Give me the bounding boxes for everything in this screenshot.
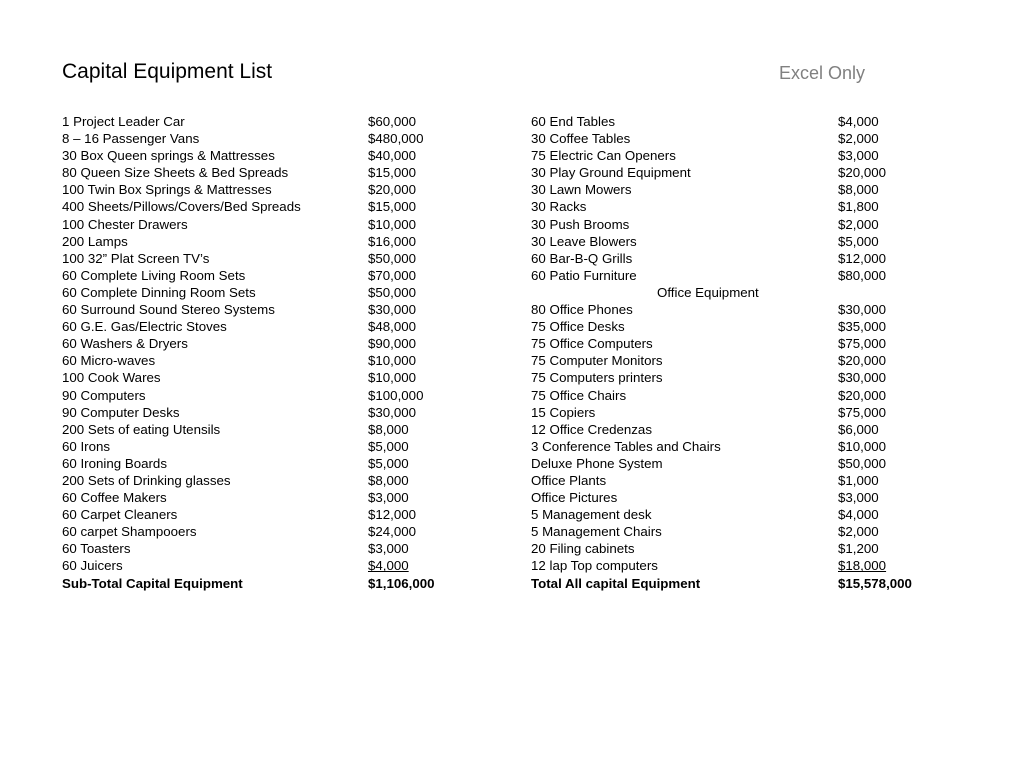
equipment-row (531, 540, 951, 557)
equipment-row (531, 404, 951, 421)
equipment-price: $75,000 (838, 336, 887, 352)
equipment-price: $3,000 (368, 490, 409, 506)
equipment-price: $3,000 (838, 148, 879, 164)
equipment-price: $50,000 (368, 250, 417, 266)
equipment-row (62, 557, 462, 574)
total-label: Total All capital Equipment (531, 575, 701, 591)
equipment-price: $8,000 (368, 472, 409, 488)
equipment-price: $3,000 (368, 541, 409, 557)
equipment-row (62, 198, 462, 215)
equipment-item: 75 Electric Can Openers (531, 148, 676, 164)
equipment-price: $6,000 (838, 421, 879, 437)
equipment-price: $10,000 (368, 216, 417, 232)
equipment-row (531, 335, 951, 352)
equipment-price: $90,000 (368, 336, 417, 352)
equipment-price: $4,000 (838, 114, 879, 129)
equipment-price: $30,000 (368, 404, 417, 420)
equipment-item: 1 Project Leader Car (62, 114, 185, 129)
equipment-price: $2,000 (838, 524, 879, 540)
total-label: Sub-Total Capital Equipment (62, 575, 243, 591)
equipment-row (62, 335, 462, 352)
equipment-row (531, 557, 951, 574)
equipment-row (62, 318, 462, 335)
equipment-row (62, 352, 462, 369)
equipment-price: $4,000 (838, 507, 879, 523)
equipment-row (62, 284, 462, 301)
equipment-item: 90 Computers (62, 387, 146, 403)
equipment-item: 60 Micro-waves (62, 353, 156, 369)
equipment-price: $12,000 (368, 507, 417, 523)
equipment-item: 60 Complete Living Room Sets (62, 267, 246, 283)
total-price: $15,578,000 (838, 575, 912, 591)
equipment-price: $50,000 (368, 284, 417, 300)
equipment-row (531, 301, 951, 318)
equipment-item: 3 Conference Tables and Chairs (531, 438, 721, 454)
equipment-row (531, 455, 951, 472)
equipment-price: $1,800 (838, 199, 879, 215)
equipment-row (62, 523, 462, 540)
excel-only-note: Excel Only (779, 63, 866, 83)
equipment-item: 60 End Tables (531, 114, 616, 129)
equipment-price: $480,000 (368, 131, 424, 147)
equipment-item: 30 Push Brooms (531, 216, 630, 232)
equipment-item: 30 Play Ground Equipment (531, 165, 691, 181)
equipment-price: $40,000 (368, 148, 417, 164)
equipment-row (531, 438, 951, 455)
equipment-price: $24,000 (368, 524, 417, 540)
equipment-item: 12 lap Top computers (531, 558, 658, 574)
equipment-row (62, 267, 462, 284)
right-equipment-list (531, 113, 951, 592)
equipment-row (531, 352, 951, 369)
equipment-item: 75 Computers printers (531, 370, 663, 386)
total-row (531, 575, 951, 592)
equipment-price: $75,000 (838, 404, 887, 420)
equipment-price: $15,000 (368, 165, 417, 181)
equipment-item: 30 Coffee Tables (531, 131, 631, 147)
equipment-item: 60 Washers & Dryers (62, 336, 188, 352)
equipment-item: 30 Box Queen springs & Mattresses (62, 148, 275, 164)
equipment-item: 75 Office Computers (531, 336, 653, 352)
equipment-item: 80 Queen Size Sheets & Bed Spreads (62, 165, 289, 181)
equipment-item: 5 Management desk (531, 507, 652, 523)
equipment-row (62, 250, 462, 267)
left-equipment-list (62, 113, 462, 592)
equipment-row (62, 130, 462, 147)
equipment-row (62, 455, 462, 472)
equipment-row (62, 438, 462, 455)
equipment-item: 100 Cook Wares (62, 370, 161, 386)
equipment-item: 75 Office Chairs (531, 387, 627, 403)
equipment-item: 60 Bar-B-Q Grills (531, 250, 633, 266)
equipment-item: Office Plants (531, 472, 607, 488)
equipment-item: Deluxe Phone System (531, 455, 663, 471)
equipment-price: $20,000 (838, 387, 887, 403)
equipment-price: $70,000 (368, 267, 417, 283)
equipment-item: 60 Toasters (62, 541, 131, 557)
equipment-item: 80 Office Phones (531, 302, 633, 318)
total-price: $1,106,000 (368, 575, 435, 591)
equipment-price: $18,000 (838, 558, 887, 574)
equipment-row (531, 387, 951, 404)
equipment-row (62, 164, 462, 181)
equipment-price: $5,000 (368, 438, 409, 454)
office-equipment-heading-row (531, 284, 951, 301)
equipment-item: 60 Ironing Boards (62, 455, 167, 471)
equipment-price: $48,000 (368, 319, 417, 335)
equipment-row (62, 421, 462, 438)
equipment-price: $80,000 (838, 267, 887, 283)
equipment-item: 8 – 16 Passenger Vans (62, 131, 200, 147)
equipment-price: $3,000 (838, 490, 879, 506)
equipment-row (531, 506, 951, 523)
equipment-item: 60 Carpet Cleaners (62, 507, 178, 523)
equipment-price: $1,000 (838, 472, 879, 488)
equipment-row (62, 369, 462, 386)
equipment-price: $5,000 (368, 455, 409, 471)
equipment-price: $100,000 (368, 387, 424, 403)
equipment-price: $2,000 (838, 131, 879, 147)
equipment-item: 12 Office Credenzas (531, 421, 652, 437)
equipment-row (531, 233, 951, 250)
equipment-price: $50,000 (838, 455, 887, 471)
equipment-row (531, 216, 951, 233)
equipment-row (531, 130, 951, 147)
equipment-row (531, 164, 951, 181)
equipment-row (62, 233, 462, 250)
equipment-row (531, 267, 951, 284)
equipment-price: $30,000 (838, 370, 887, 386)
equipment-item: 30 Lawn Mowers (531, 182, 632, 198)
equipment-item: 75 Computer Monitors (531, 353, 663, 369)
equipment-row (62, 147, 462, 164)
equipment-row (62, 506, 462, 523)
equipment-row (62, 387, 462, 404)
equipment-item: 60 Irons (62, 438, 111, 454)
equipment-row (531, 250, 951, 267)
equipment-item: 20 Filing cabinets (531, 541, 635, 557)
equipment-item: 60 Coffee Makers (62, 490, 167, 506)
equipment-price: $20,000 (838, 353, 887, 369)
equipment-item: 200 Lamps (62, 233, 128, 249)
equipment-row (62, 472, 462, 489)
equipment-price: $1,200 (838, 541, 879, 557)
equipment-item: 60 Patio Furniture (531, 267, 637, 283)
equipment-row (531, 318, 951, 335)
equipment-price: $30,000 (838, 302, 887, 318)
equipment-row (531, 369, 951, 386)
equipment-item: 75 Office Desks (531, 319, 625, 335)
equipment-price: $20,000 (368, 182, 417, 198)
office-equipment-heading: Office Equipment (657, 284, 759, 300)
equipment-item: 60 G.E. Gas/Electric Stoves (62, 319, 227, 335)
equipment-price: $16,000 (368, 233, 417, 249)
equipment-row (531, 523, 951, 540)
equipment-price: $5,000 (838, 233, 879, 249)
equipment-price: $2,000 (838, 216, 879, 232)
equipment-price: $8,000 (368, 421, 409, 437)
equipment-row (62, 113, 462, 130)
equipment-item: 60 Surround Sound Stereo Systems (62, 302, 275, 318)
equipment-row (531, 113, 951, 130)
equipment-item: 30 Racks (531, 199, 587, 215)
equipment-price: $60,000 (368, 114, 417, 129)
equipment-item: 30 Leave Blowers (531, 233, 637, 249)
equipment-price: $35,000 (838, 319, 887, 335)
equipment-row (531, 198, 951, 215)
equipment-row (62, 216, 462, 233)
equipment-item: 60 Juicers (62, 558, 123, 574)
page-title: Capital Equipment List (62, 60, 273, 83)
equipment-price: $10,000 (368, 353, 417, 369)
equipment-price: $10,000 (368, 370, 417, 386)
equipment-item: 100 Chester Drawers (62, 216, 188, 232)
equipment-price: $4,000 (368, 558, 409, 574)
equipment-price: $20,000 (838, 165, 887, 181)
equipment-row (62, 540, 462, 557)
equipment-price: $15,000 (368, 199, 417, 215)
equipment-item: Office Pictures (531, 490, 618, 506)
equipment-item: 100 Twin Box Springs & Mattresses (62, 182, 272, 198)
equipment-item: 400 Sheets/Pillows/Covers/Bed Spreads (62, 199, 301, 215)
equipment-price: $10,000 (838, 438, 887, 454)
equipment-price: $12,000 (838, 250, 887, 266)
equipment-row (531, 421, 951, 438)
equipment-row (531, 489, 951, 506)
equipment-item: 200 Sets of eating Utensils (62, 421, 221, 437)
total-row (62, 575, 462, 592)
equipment-price: $30,000 (368, 302, 417, 318)
equipment-row (62, 404, 462, 421)
equipment-price: $8,000 (838, 182, 879, 198)
equipment-row (531, 147, 951, 164)
equipment-item: 200 Sets of Drinking glasses (62, 472, 231, 488)
equipment-row (62, 181, 462, 198)
equipment-item: 60 Complete Dinning Room Sets (62, 284, 256, 300)
equipment-item: 90 Computer Desks (62, 404, 180, 420)
equipment-item: 60 carpet Shampooers (62, 524, 197, 540)
equipment-item: 5 Management Chairs (531, 524, 662, 540)
equipment-row (531, 181, 951, 198)
equipment-row (62, 301, 462, 318)
equipment-item: 15 Copiers (531, 404, 596, 420)
equipment-item: 100 32” Plat Screen TV’s (62, 250, 210, 266)
equipment-row (62, 489, 462, 506)
equipment-row (531, 472, 951, 489)
